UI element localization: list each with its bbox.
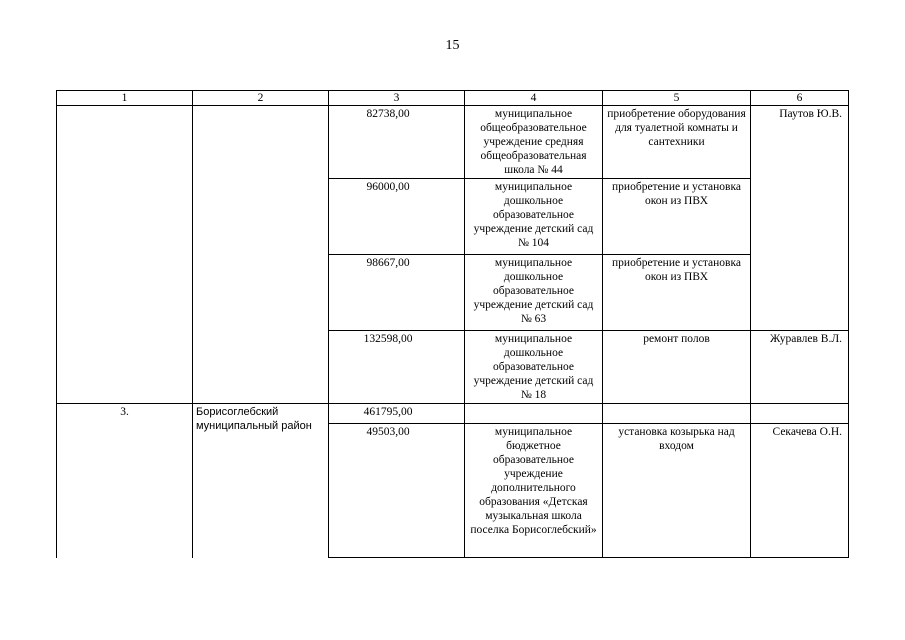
- header-col-5: 5: [603, 91, 751, 106]
- institution-cell: муниципальное общеобразовательное учреждение средняя общеобразовательная школа № 44: [465, 106, 603, 179]
- header-row: [57, 91, 849, 106]
- purpose-cell: приобретение оборудования для туалетной комнаты и сантехники: [603, 106, 751, 179]
- amount-cell: 49503,00: [329, 424, 465, 558]
- institution-cell: муниципальное бюджетное образовательное учреждение дополнительного образования «Детская музыкальная школа поселка Борисоглебский»: [465, 424, 603, 558]
- purpose-cell: ремонт полов: [603, 331, 751, 404]
- section-number-cell: 3.: [57, 404, 193, 558]
- header-col-3: 3: [329, 91, 465, 106]
- empty-cell: [751, 404, 849, 424]
- page-number: 15: [445, 38, 460, 53]
- district-cell: [193, 106, 329, 404]
- header-col-2: 2: [193, 91, 329, 106]
- amount-cell: 132598,00: [329, 331, 465, 404]
- number-cell: [57, 106, 193, 404]
- district-name-cell: Борисоглебский муниципальный район: [193, 404, 329, 558]
- header-col-6: 6: [751, 91, 849, 106]
- amount-cell: 96000,00: [329, 179, 465, 255]
- empty-cell: [603, 404, 751, 424]
- institution-cell: муниципальное дошкольное образовательное учреждение детский сад № 104: [465, 179, 603, 255]
- table-row: [57, 404, 849, 424]
- table-row: [57, 106, 849, 179]
- responsible-cell: Секачева О.Н.: [751, 424, 849, 558]
- purpose-cell: приобретение и установка окон из ПВХ: [603, 255, 751, 331]
- total-amount-cell: 461795,00: [329, 404, 465, 424]
- amount-cell: 82738,00: [329, 106, 465, 179]
- purpose-cell: приобретение и установка окон из ПВХ: [603, 179, 751, 255]
- responsible-cell: Паутов Ю.В.: [751, 106, 849, 331]
- responsible-cell: Журавлев В.Л.: [751, 331, 849, 404]
- purpose-cell: установка козырька над входом: [603, 424, 751, 558]
- amount-cell: 98667,00: [329, 255, 465, 331]
- empty-cell: [465, 404, 603, 424]
- institution-cell: муниципальное дошкольное образовательное учреждение детский сад № 63: [465, 255, 603, 331]
- allocation-table: [56, 90, 849, 558]
- institution-cell: муниципальное дошкольное образовательное учреждение детский сад № 18: [465, 331, 603, 404]
- header-col-4: 4: [465, 91, 603, 106]
- header-col-1: 1: [57, 91, 193, 106]
